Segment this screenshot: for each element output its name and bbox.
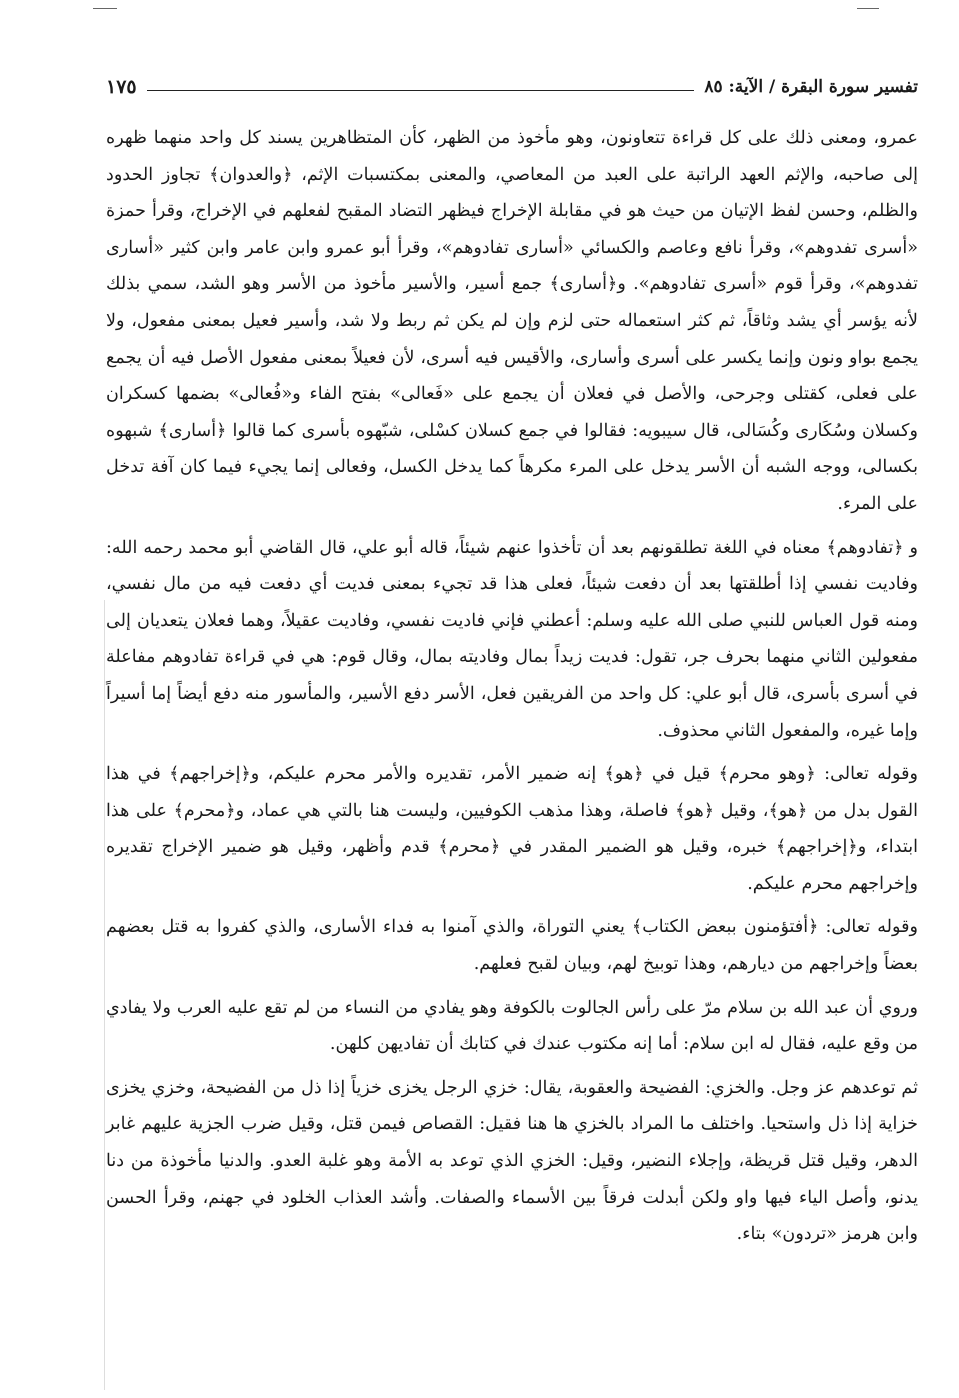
paragraph: وقوله تعالى: ﴿أفتؤمنون ببعض الكتاب﴾ يعني التوراة، والذي آمنوا به فداء الأسارى، والذي كفروا به قتل بعضهم بعضاً وإخراجهم من ديارهم، وهذا توبيخ لهم، وبيان لقبح فعلهم. (106, 917, 918, 975)
header-rule (147, 90, 695, 91)
paragraph: و ﴿تفادوهم﴾ معناه في اللغة تطلقونهم بعد أن تأخذوا عنهم شيئاً، قاله أبو علي، قال القاضي أبو محمد رحمه الله: وفاديت نفسي إذا أطلقتها بعد أن دفعت شيئاً، فعلى هذا قد تجيء بمعنى فديت أي دفعت فيه من مال نفسي، ومنه قول العباس للنبي صلى الله عليه وسلم: أعطني فإني فاديت نفسي، وفاديت عقيلاً، وهما فعلان يتعديان إلى مفعولين الثاني منهما بحرف جر، تقول: فديت زيداً بمال وفاديته بمال، وقال قوم: هي في قراءة تفادوهم مفاعلة في أسرى بأسرى، قال أبو علي: كل واحد من الفريقين فعل، الأسر دفع الأسير، والمأسور منه دفع أيضاً إما أسيراً وإما غيره، والمفعول الثاني محذوف. (106, 537, 918, 741)
scan-artifact (104, 600, 105, 1390)
page-number: ١٧٥ (106, 76, 137, 98)
running-title: تفسير سورة البقرة / الآية: ٨٥ (704, 77, 918, 97)
page-header (106, 70, 918, 104)
paragraph: ثم توعدهم عز وجل. والخزي: الفضيحة والعقوبة، يقال: خزي الرجل يخزى خزياً إذا ذل من الفضيحة، وخزي يخزى خزاية إذا ذل واستحيا. واختلف ما المراد بالخزي ها هنا فقيل: القصاص فيمن قتل، وقيل ضرب الجزية عليهم غابر الدهر، وقيل قتل قريظة، وإجلاء النضير، وقيل: الخزي الذي توعد به الأمة وهو غلبة العدو. والدنيا مأخوذة من دنا يدنو، وأصل الياء فيها واو ولكن أبدلت فرقاً بين الأسماء والصفات. وأشد العذاب الخلود في جهنم، وقرأ الحسن وابن هرمز «تردون» بتاء. (106, 1077, 918, 1245)
paragraph: وروي أن عبد الله بن سلام مرّ على رأس الجالوت بالكوفة وهو يفادي من النساء من لم تقع عليه العرب ولا يفادي من وقع عليه، فقال له ابن سلام: أما إنه مكتوب عندك في كتابك أن تفاديهن كلهن. (106, 997, 918, 1055)
scan-artifact (857, 8, 879, 9)
paragraph: عمرو، ومعنى ذلك على كل قراءة تتعاونون، وهو مأخوذ من الظهر، كأن المتظاهرين يسند كل واحد منهما ظهره إلى صاحبه، والإثم العهد الراتبة على العبد من المعاصي، والمعنى بمكتسبات الإثم، ﴿والعدوان﴾ تجاوز الحدود والظلم، وحسن لفظ الإتيان من حيث هو في مقابلة الإخراج فيظهر التضاد المقبح لفعلهم في الإخراج، وقرأ حمزة «أسرى تفدوهم»، وقرأ نافع وعاصم والكسائي «أسارى تفادوهم»، وقرأ أبو عمرو وابن عامر وابن كثير «أسارى تفدوهم»، وقرأ قوم «أسرى تفادوهم». و﴿أسارى﴾ جمع أسير، والأسير مأخوذ من الأسر وهو الشد، سمي بذلك لأنه يؤسر أي يشد وثاقاً، ثم كثر استعماله حتى لزم وإن لم يكن ثم ربط ولا شد، وأسير فعيل بمعنى مفعول، ولا يجمع بواو ونون وإنما يكسر على أسرى وأسارى، والأقيس فيه أسرى، لأن فعيلاً بمعنى مفعول الأصل فيه أن يجمع على فعلى، كقتلى وجرحى، والأصل في فعلان أن يجمع على «فَعالى» بفتح الفاء و«فُعالى» بضمها كسكران وكسلان وسُكَارى وكُسَالى، قال سيبويه: فقالوا في جمع كسلان كسْلى، شبّهوه بأسرى كما قالوا ﴿أسارى﴾ شبهوه بكسالى، ووجه الشبه أن الأسر يدخل على المرء مكرهاً كما يدخل الكسل، وفعالى إنما يجيء فيما كان آفة تدخل على المرء. (106, 128, 918, 514)
scan-artifact (93, 8, 117, 9)
paragraph: وقوله تعالى: ﴿وهو محرم﴾ قيل في ﴿هو﴾ إنه ضمير الأمر، تقديره والأمر محرم عليكم، و﴿إخراجهم﴾ في هذا القول بدل من ﴿هو﴾، وقيل ﴿هو﴾ فاصلة، وهذا مذهب الكوفيين، وليست هنا بالتي هي عماد، و﴿محرم﴾ على هذا ابتداء، و﴿إخراجهم﴾ خبره، وقيل هو الضمير المقدر في ﴿محرم﴾ قدم وأظهر، وقيل هو ضمير الإخراج تقديره وإخراجهم محرم عليكم. (106, 764, 918, 894)
page-body (106, 120, 918, 1345)
